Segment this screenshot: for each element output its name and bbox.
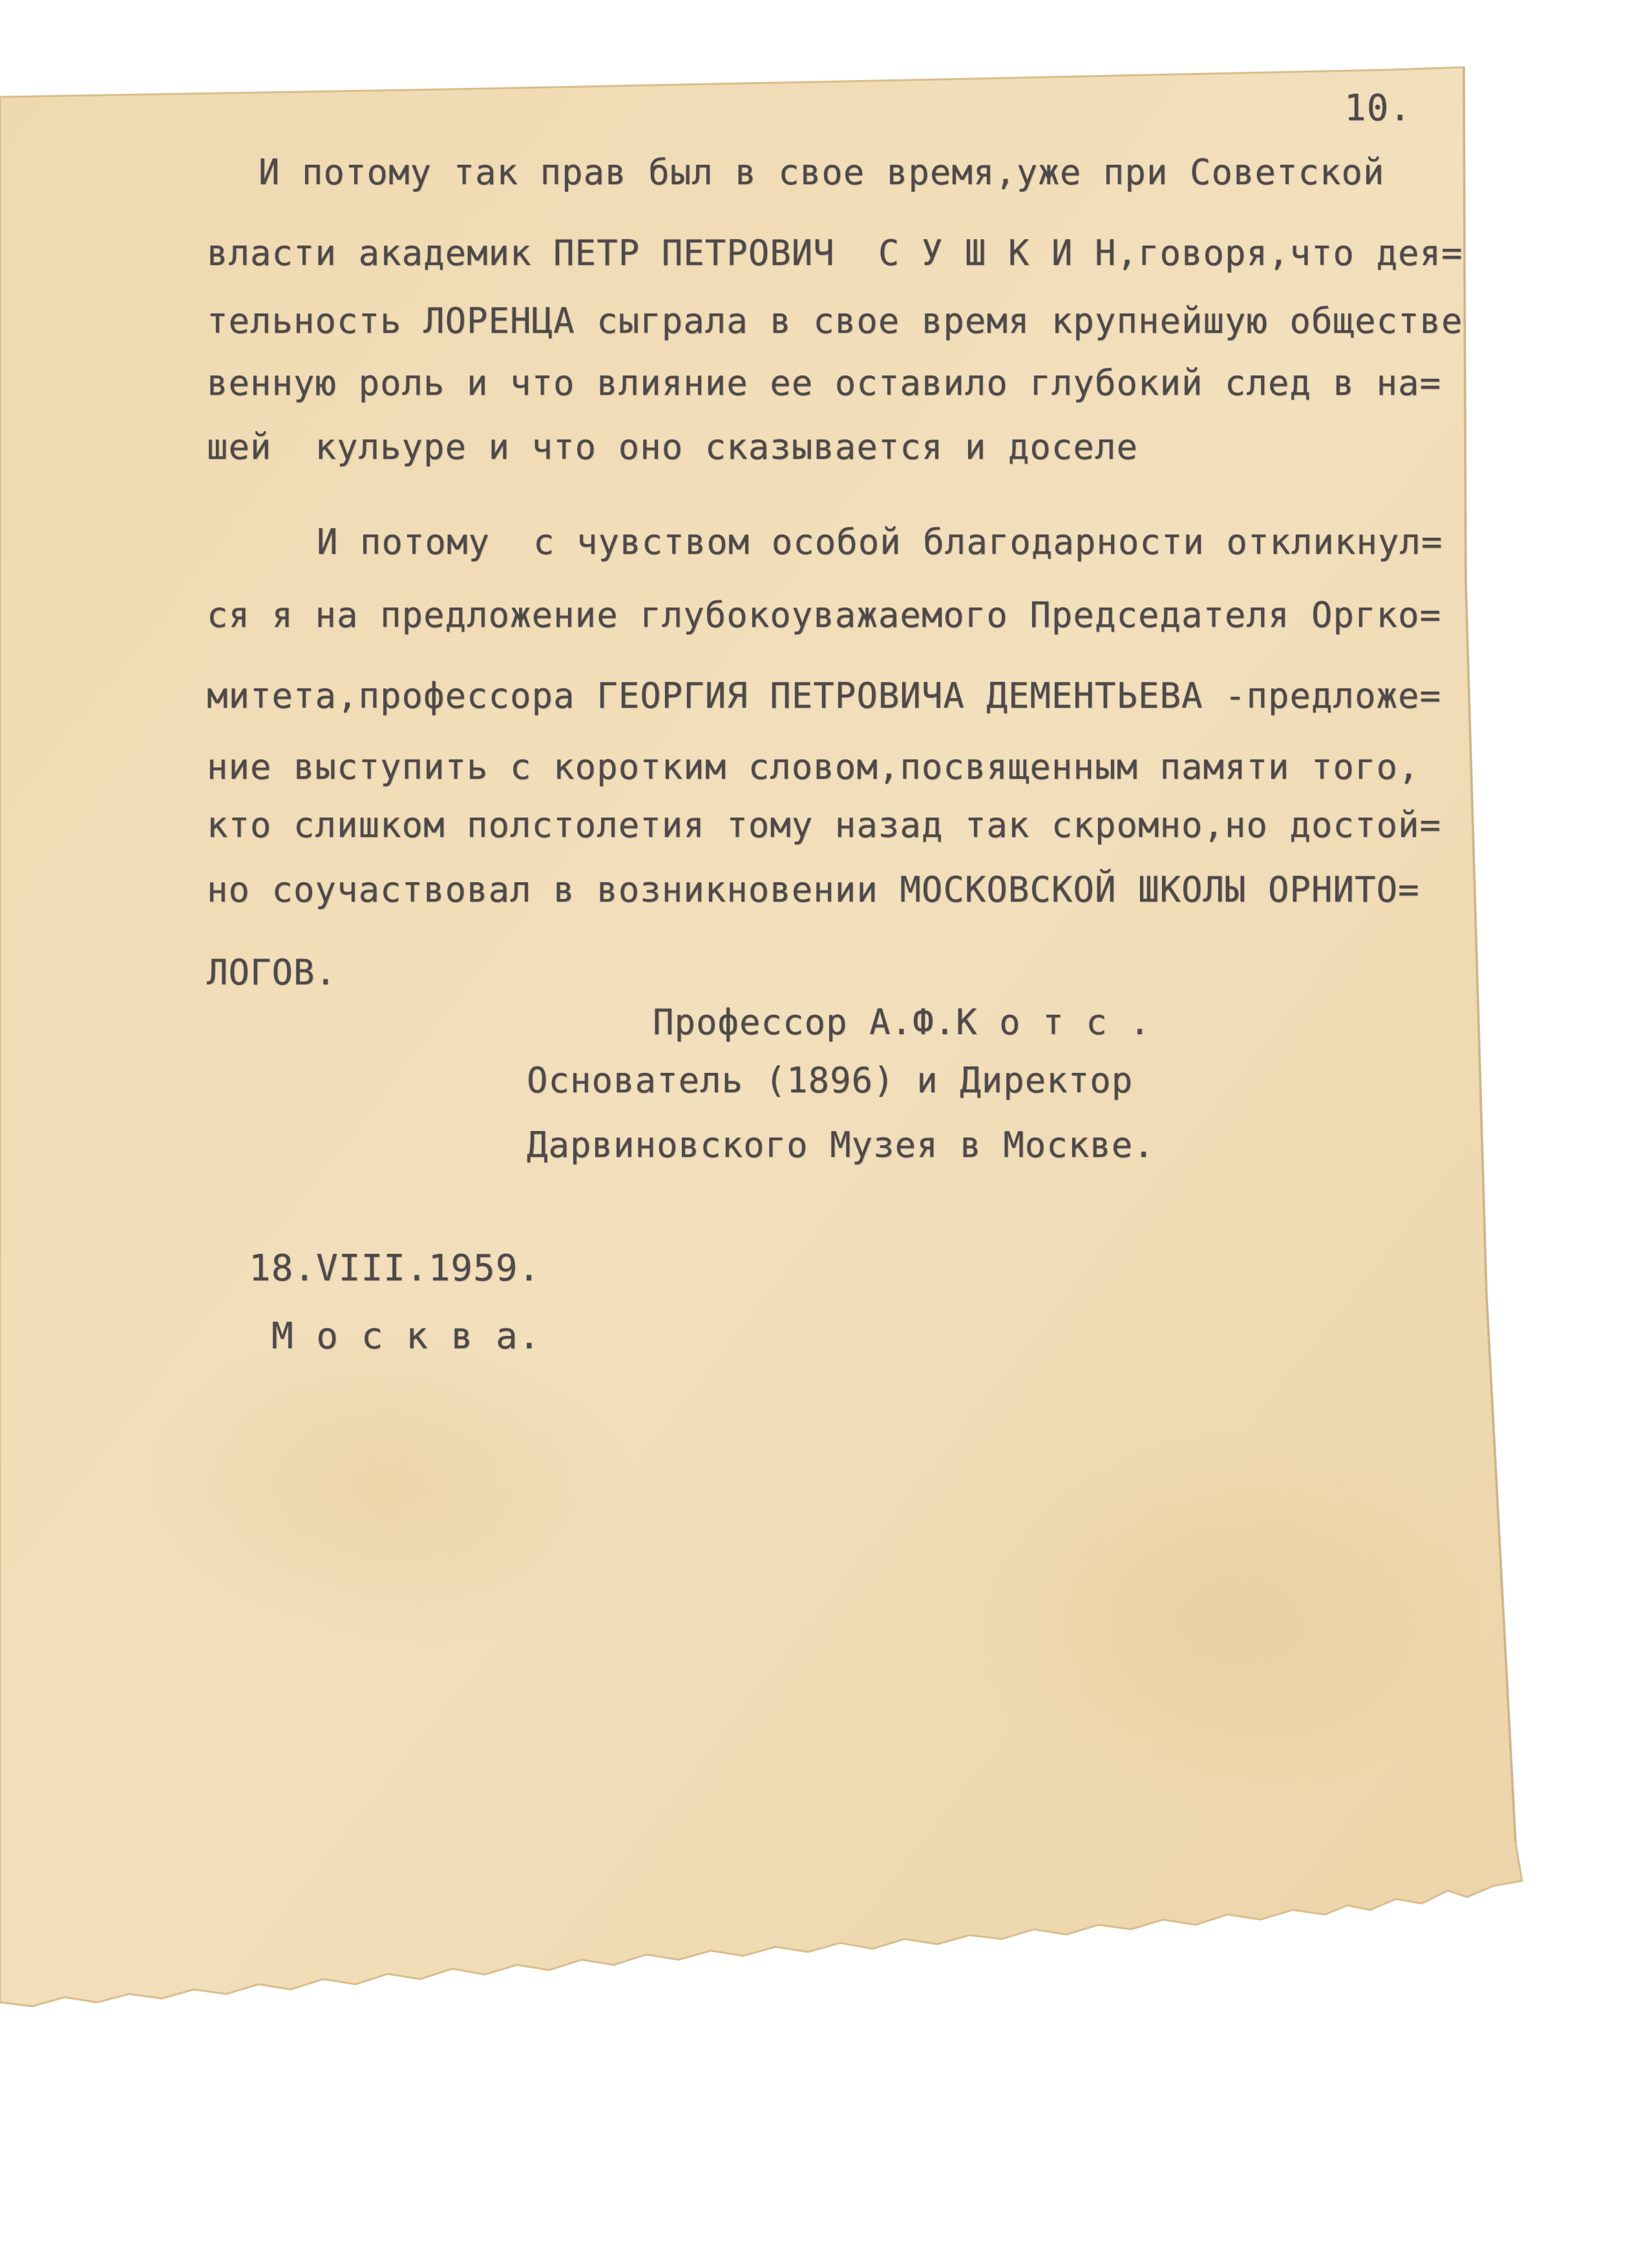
paragraph-1-line-2: власти академик ПЕТР ПЕТРОВИЧ С У Ш К И Н,говоря,что дея= (207, 233, 1463, 273)
paragraph-1-line-1: И потому так прав был в свое время,уже при Советской (259, 152, 1385, 193)
signature-name: Профессор А.Ф.К о т с . (653, 1002, 1151, 1043)
document-date: 18.VIII.1959. (249, 1247, 541, 1289)
paragraph-1-line-5: шей кульуре и что оно сказывается и доселе (207, 427, 1138, 467)
paragraph-2-line-7: ЛОГОВ. (207, 952, 337, 993)
paragraph-1-line-4: венную роль и что влияние ее оставило глубокий след в на= (207, 363, 1442, 403)
paragraph-2-line-4: ние выступить с коротким словом,посвященным памяти того, (207, 747, 1420, 787)
paragraph-1-line-3: тельность ЛОРЕНЦА сыграла в свое время крупнейшую обществе (207, 301, 1463, 341)
paragraph-2-line-6: но соучаствовал в возникновении МОСКОВСКОЙ ШКОЛЫ ОРНИТО= (207, 869, 1420, 910)
signature-museum: Дарвиновского Музея в Москве. (527, 1125, 1155, 1165)
paragraph-2-line-5: кто слишком полстолетия тому назад так скромно,но достой= (207, 805, 1442, 845)
document-place: М о с к в а. (271, 1315, 541, 1357)
paragraph-2-line-2: ся я на предложение глубокоуважаемого Председателя Оргко= (207, 595, 1442, 635)
paragraph-2-line-3: митета,профессора ГЕОРГИЯ ПЕТРОВИЧА ДЕМЕНТЬЕВА -предложе= (207, 675, 1442, 716)
paragraph-2-line-1: И потому с чувством особой благодарности откликнул= (317, 522, 1443, 562)
page-number: 10. (1344, 87, 1412, 129)
signature-title: Основатель (1896) и Директор (527, 1060, 1134, 1101)
